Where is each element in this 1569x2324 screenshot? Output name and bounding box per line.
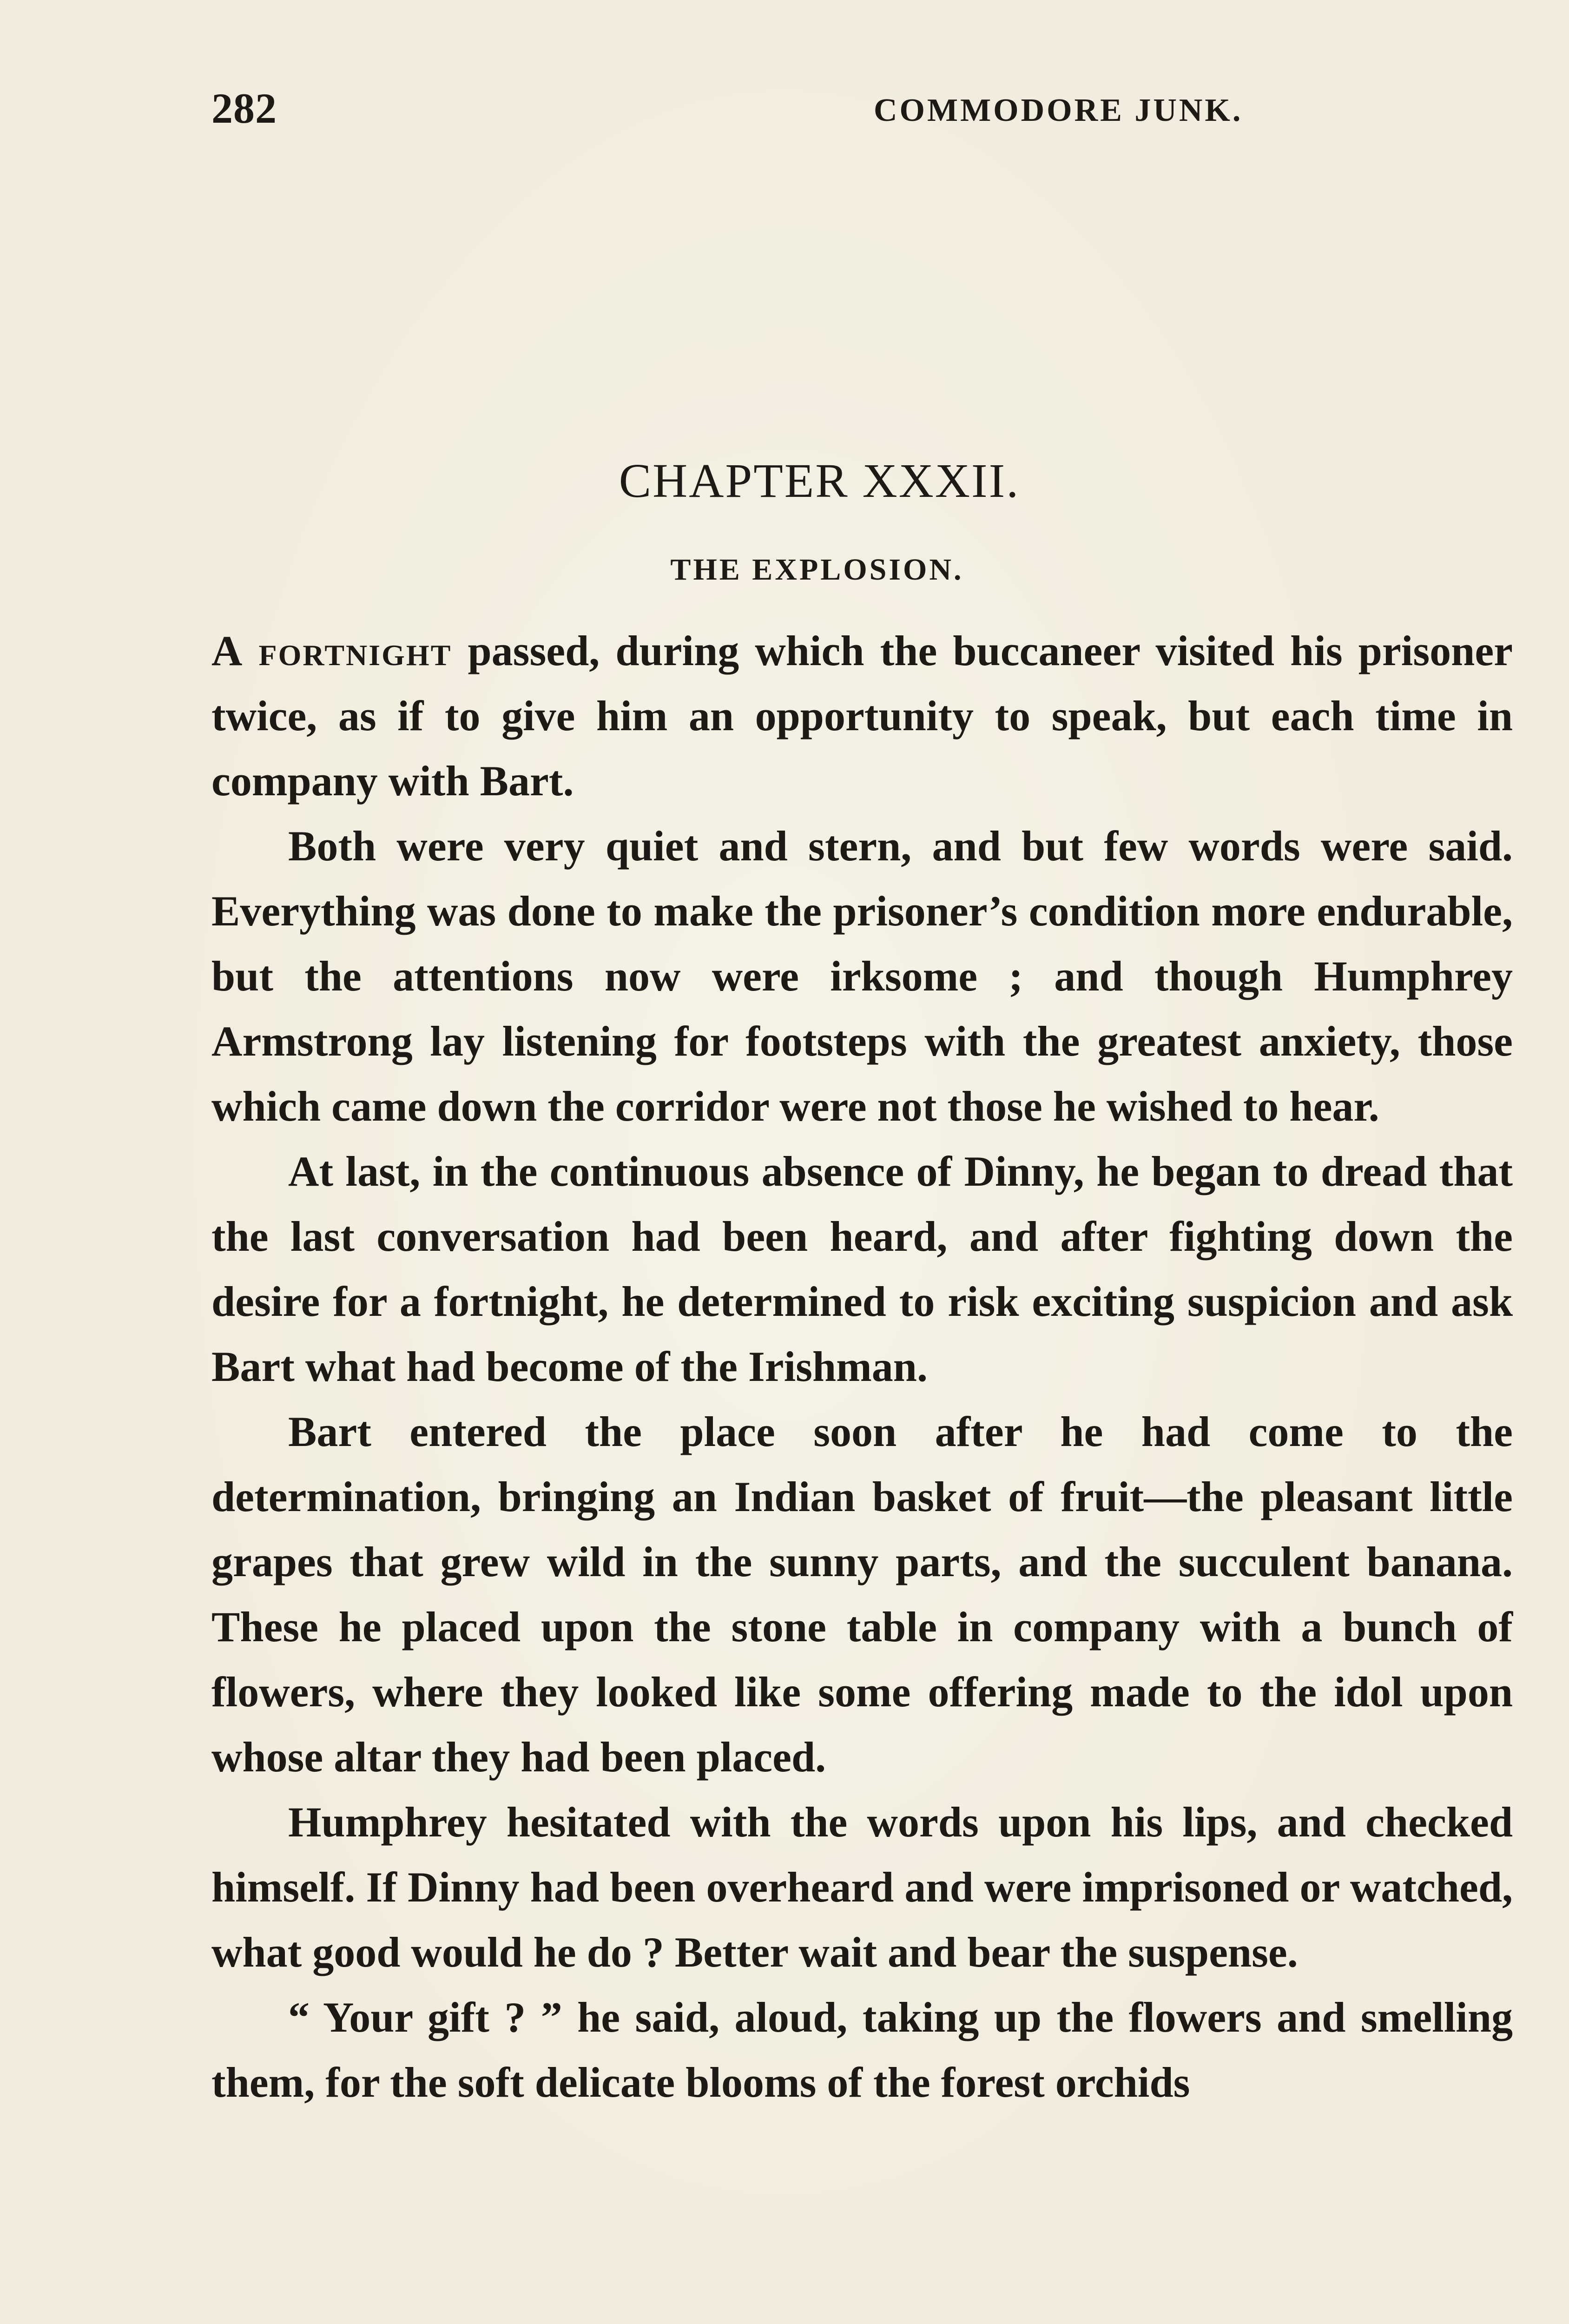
paragraph-3: At last, in the continuous absence of Dinny, he began to dread that the last conversation had been heard, and after fighting down the desire for a fortnight, he determined to risk exciting suspicion and ask Bart what had become of the Irishman. <box>211 1148 1513 1390</box>
chapter-heading: CHAPTER XXXII. <box>619 454 1020 508</box>
running-head <box>211 84 1513 135</box>
paragraph-5: Humphrey hesitated with the words upon his lips, and checked himself. If Dinny had been overheard and were imprisoned or watched, what good would he do ? Better wait and bear the suspense. <box>211 1798 1513 1976</box>
paragraph-4: Bart entered the place soon after he had come to the determination, bringing an Indian basket of fruit—the pleasant little grapes that grew wild in the sunny parts, and the succulent banana. These he placed upon the stone table in company with a bunch of flowers, where they looked like some offering made to the idol upon whose altar they had been placed. <box>211 1408 1513 1781</box>
opening-smallcaps: A fortnight <box>211 627 452 674</box>
body-text <box>211 618 1513 2115</box>
paragraph-2: Both were very quiet and stern, and but few words were said. Everything was done to make the prisoner’s condition more endurable, but the attentions now were irksome ; and though Humphrey Armstrong lay listening for footsteps with the greatest anxiety, those which came down the corridor were not those he wished to hear. <box>211 822 1513 1130</box>
paragraph-1 <box>211 618 1513 813</box>
page-number: 282 <box>211 85 277 132</box>
paragraph-6: “ Your gift ? ” he said, aloud, taking up the flowers and smelling them, for the soft delicate blooms of the forest orchids <box>211 1994 1513 2106</box>
running-title: COMMODORE JUNK. <box>874 92 1243 128</box>
chapter-subtitle: THE EXPLOSION. <box>670 553 964 587</box>
paragraph-1-text: passed, during which the buccaneer visited his prisoner twice, as if to give him an opportunity to speak, but each time in company with Bart. <box>211 627 1513 805</box>
